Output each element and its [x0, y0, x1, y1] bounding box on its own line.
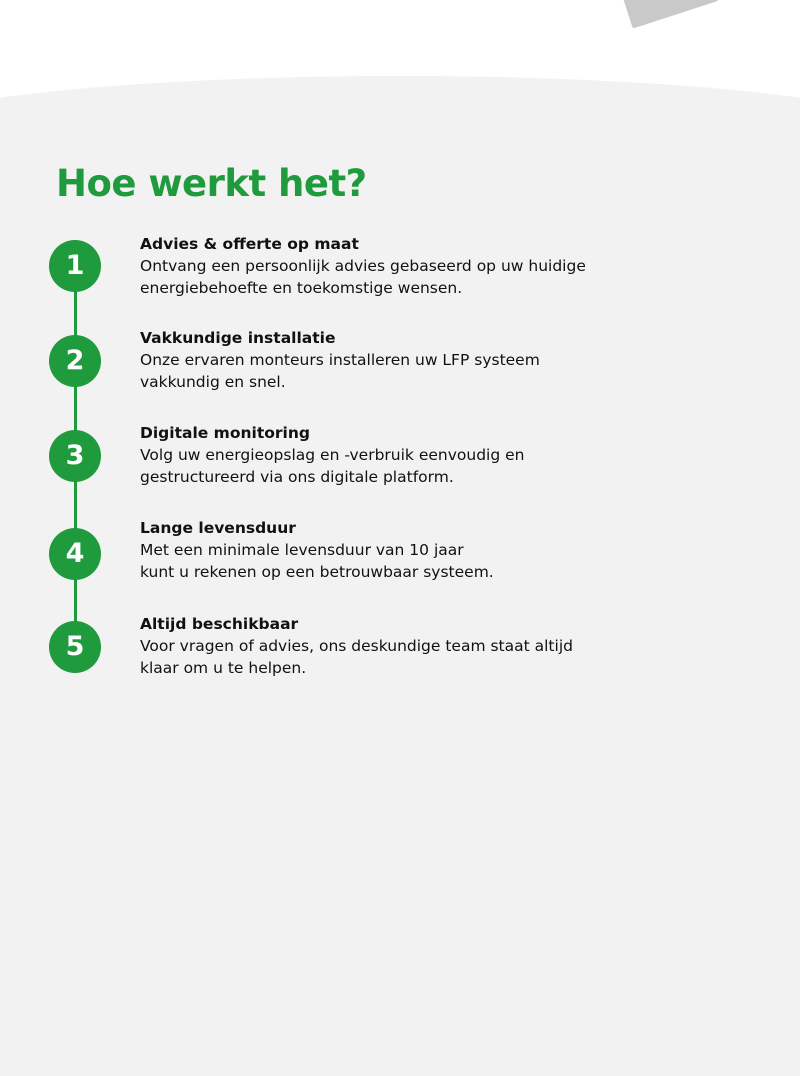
step-number-1: 1 — [49, 240, 101, 292]
section-title: Hoe werkt het? — [56, 162, 367, 205]
step-3 — [140, 422, 660, 488]
step-1 — [140, 233, 660, 299]
step-number-5: 5 — [49, 621, 101, 673]
step-number-4: 4 — [49, 528, 101, 580]
step-number-2: 2 — [49, 335, 101, 387]
step-5 — [140, 613, 660, 679]
step-3-title: Digitale monitoring — [140, 424, 310, 442]
step-1-description: Ontvang een persoonlijk advies gebaseerd op uw huidige energiebehoefte en toekomstige wensen. — [140, 257, 586, 297]
step-2-title: Vakkundige installatie — [140, 329, 336, 347]
step-4-description: Met een minimale levensduur van 10 jaar kunt u rekenen op een betrouwbaar systeem. — [140, 541, 494, 581]
step-4 — [140, 517, 660, 583]
step-3-description: Volg uw energieopslag en -verbruik eenvoudig en gestructureerd via ons digitale platform. — [140, 446, 525, 486]
step-5-description: Voor vragen of advies, ons deskundige team staat altijd klaar om u te helpen. — [140, 637, 573, 677]
step-number-3: 3 — [49, 430, 101, 482]
step-2-description: Onze ervaren monteurs installeren uw LFP systeem vakkundig en snel. — [140, 351, 540, 391]
step-2 — [140, 327, 660, 393]
decorative-corner-shape — [616, 0, 719, 29]
step-4-title: Lange levensduur — [140, 519, 296, 537]
step-5-title: Altijd beschikbaar — [140, 615, 299, 633]
step-1-title: Advies & offerte op maat — [140, 235, 359, 253]
